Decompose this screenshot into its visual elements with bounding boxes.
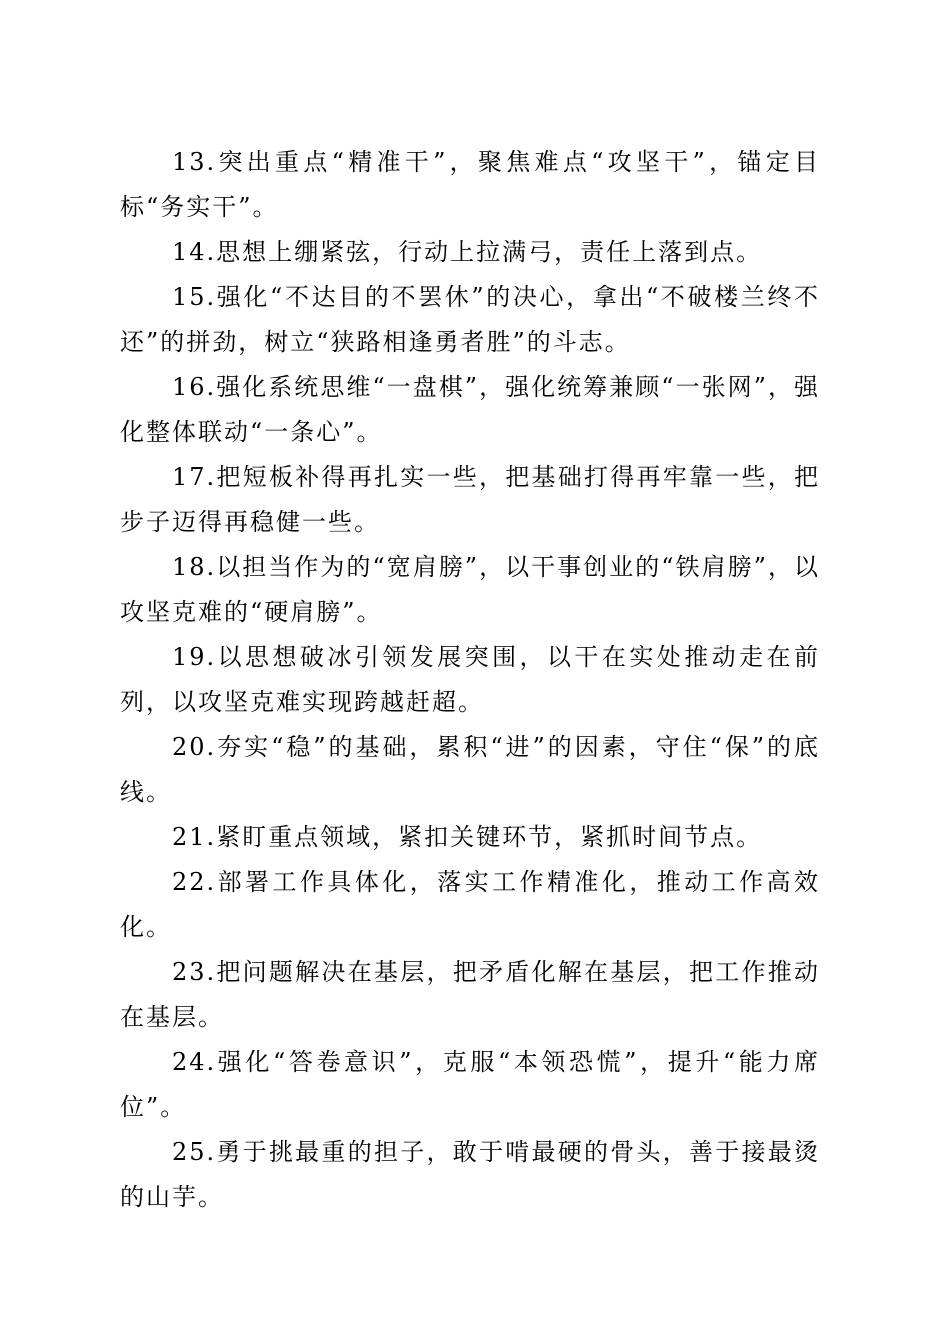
- paragraph-16: 16.强化系统思维“一盘棋”，强化统筹兼顾“一张网”，强化整体联动“一条心”。: [120, 373, 820, 446]
- document-page: [120, 140, 820, 1220]
- paragraph-22: 22.部署工作具体化，落实工作精准化，推动工作高效化。: [120, 868, 820, 941]
- paragraph-20: 20.夯实“稳”的基础，累积“进”的因素，守住“保”的底线。: [120, 733, 820, 806]
- paragraph-25: 25.勇于挑最重的担子，敢于啃最硬的骨头，善于接最烫的山芋。: [120, 1138, 820, 1211]
- paragraph-14: 14.思想上绷紧弦，行动上拉满弓，责任上落到点。: [172, 238, 763, 266]
- paragraph-17: 17.把短板补得再扎实一些，把基础打得再牢靠一些，把步子迈得再稳健一些。: [120, 463, 820, 536]
- paragraph-19: 19.以思想破冰引领发展突围，以干在实处推动走在前列，以攻坚克难实现跨越赶超。: [120, 643, 820, 716]
- paragraph-15: 15.强化“不达目的不罢休”的决心，拿出“不破楼兰终不还”的拼劲，树立“狭路相逢勇者胜”的斗志。: [120, 283, 820, 356]
- paragraph-18: 18.以担当作为的“宽肩膀”，以干事创业的“铁肩膀”，以攻坚克难的“硬肩膀”。: [120, 553, 820, 626]
- paragraph-21: 21.紧盯重点领域，紧扣关键环节，紧抓时间节点。: [172, 823, 763, 851]
- paragraph-24: 24.强化“答卷意识”，克服“本领恐慌”，提升“能力席位”。: [120, 1048, 820, 1121]
- paragraph-23: 23.把问题解决在基层，把矛盾化解在基层，把工作推动在基层。: [120, 958, 820, 1031]
- paragraph-13: 13.突出重点“精准干”，聚焦难点“攻坚干”，锚定目标“务实干”。: [120, 148, 820, 221]
